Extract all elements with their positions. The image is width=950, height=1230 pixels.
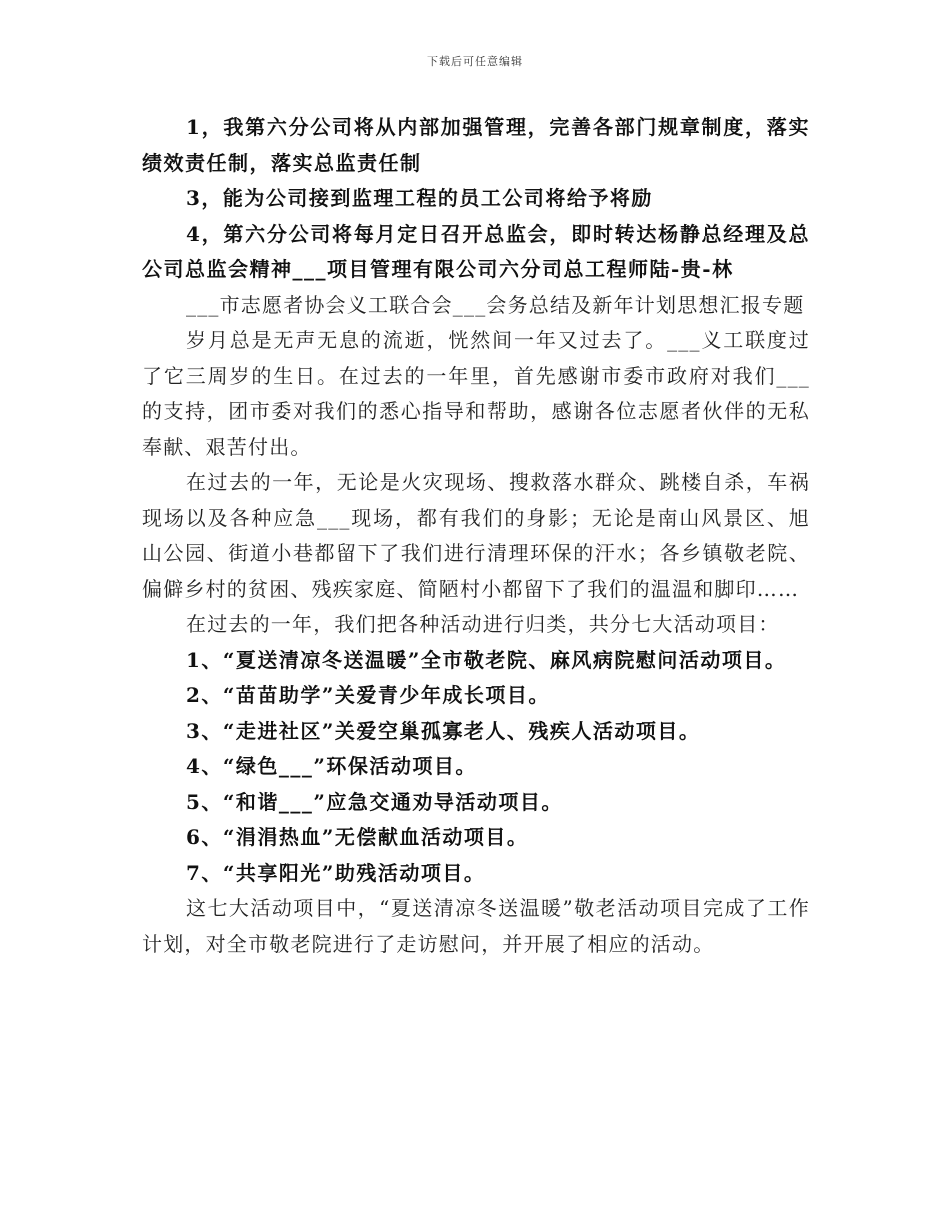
paragraph-6: 在过去的一年，无论是火灾现场、搜救落水群众、跳楼自杀，车祸现场以及各种应急___现场，都有我们的身影；无论是南山风景区、旭山公园、街道小巷都留下了我们进行清理环保的汗水；各乡镇敬老院、偏僻乡村的贫困、残疾家庭、简陋村小都留下了我们的温温和脚印…… bbox=[142, 470, 810, 601]
document-body bbox=[142, 110, 810, 962]
paragraph-5: 岁月总是无声无息的流逝，恍然间一年又过去了。___义工联度过了它三周岁的生日。在过去的一年里，首先感谢市委市政府对我们___的支持，团市委对我们的悉心指导和帮助，感谢各位志愿者伙伴的无私奉献、艰苦付出。 bbox=[142, 328, 810, 459]
paragraph-8: 这七大活动项目中，“夏送清凉冬送温暖”敬老活动项目完成了工作计划，对全市敬老院进行了走访慰问，并开展了相应的活动。 bbox=[142, 896, 810, 956]
paragraph-7: 在过去的一年，我们把各种活动进行归类，共分七大活动项目： bbox=[186, 612, 780, 636]
list-item-1: 1、“夏送清凉冬送温暖”全市敬老院、麻风病院慰问活动项目。 bbox=[186, 647, 787, 672]
list-item-2: 2、“苗苗助学”关爱青少年成长项目。 bbox=[186, 683, 550, 707]
paragraph-2: 3，能为公司接到监理工程的员工公司将给予将励 bbox=[186, 186, 653, 210]
list-item-5: 5、“和谐___”应急交通劝导活动项目。 bbox=[186, 789, 563, 814]
list-item-3: 3、“走进社区”关爱空巢孤寡老人、残疾人活动项目。 bbox=[186, 718, 701, 743]
header-note: 下载后可任意编辑 bbox=[427, 55, 523, 68]
list-item-7: 7、“共享阳光”助残活动项目。 bbox=[186, 860, 486, 885]
list-item-4: 4、“绿色___”环保活动项目。 bbox=[186, 754, 477, 778]
paragraph-4-title: ___市志愿者协会义工联合会___会务总结及新年计划思想汇报专题 bbox=[186, 292, 805, 317]
paragraph-1: 1，我第六分公司将从内部加强管理，完善各部门规章制度，落实绩效责任制，落实总监责任制 bbox=[142, 115, 810, 175]
list-item-6: 6、“涓涓热血”无偿献血活动项目。 bbox=[186, 825, 529, 849]
paragraph-3: 4，第六分公司将每月定日召开总监会，即时转达杨静总经理及总公司总监会精神___项目管理有限公司六分司总工程师陆-贵-林 bbox=[142, 221, 810, 281]
